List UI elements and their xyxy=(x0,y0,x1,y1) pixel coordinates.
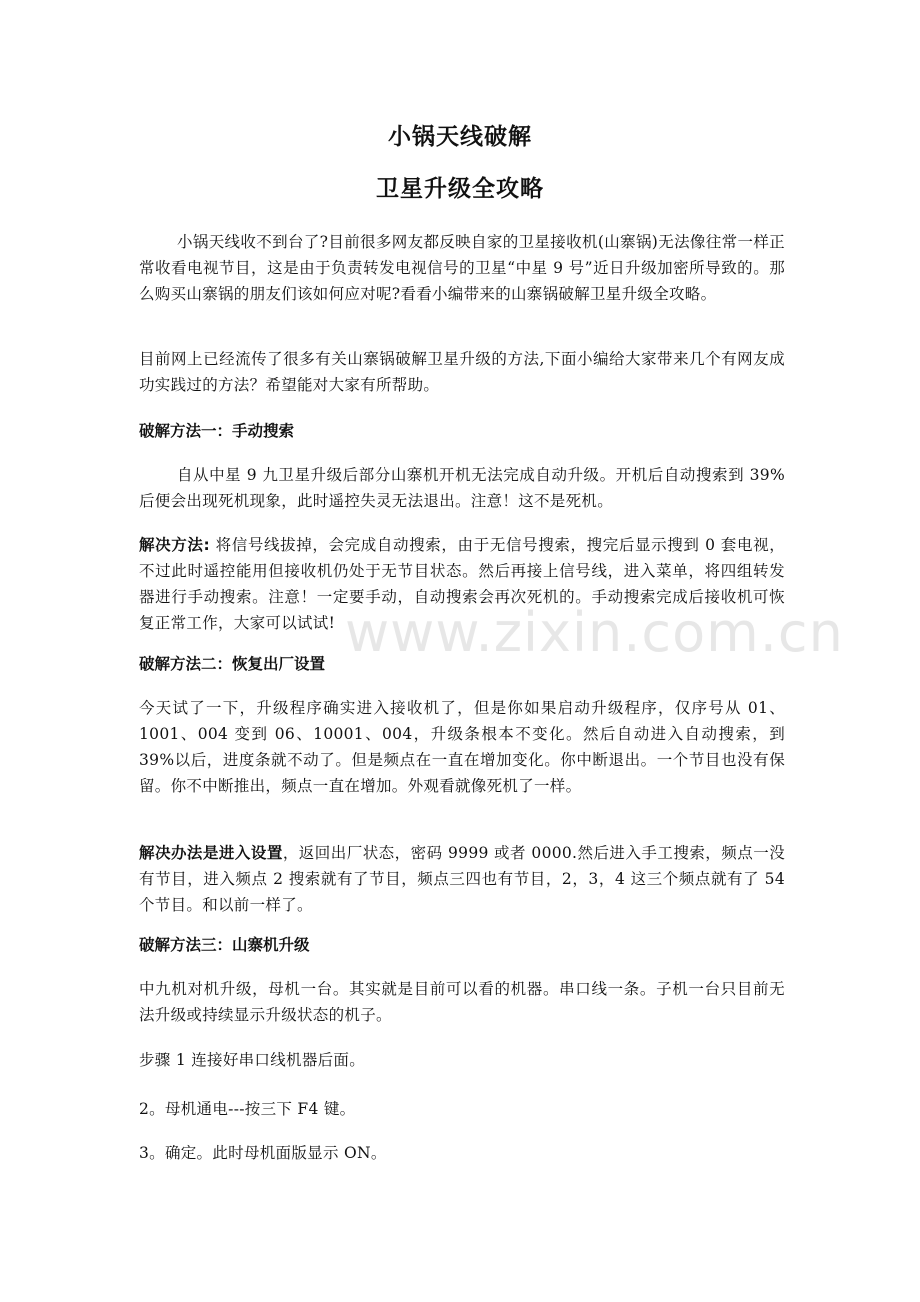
method2-solution-lead: 解决办法是进入设置 xyxy=(139,844,283,862)
method1-heading: 破解方法一：手动搜索 xyxy=(139,422,295,440)
method3-heading: 破解方法三：山寨机升级 xyxy=(139,936,310,954)
intro-paragraph-2: 目前网上已经流传了很多有关山寨锅破解卫星升级的方法,下面小编给大家带来几个有网友成功实践过的方法？希望能对大家有所帮助。 xyxy=(139,350,785,394)
title-line-2: 卫星升级全攻略 xyxy=(376,176,544,202)
method2-solution xyxy=(139,840,785,918)
method2-heading: 破解方法二：恢复出厂设置 xyxy=(139,655,326,673)
step-2: 2。母机通电---按三下 F4 键。 xyxy=(139,1100,356,1118)
method2-solution-text: ，返回出厂状态，密码 9999 或者 0000.然后进入手工搜索，频点一没有节目，进入频点 2 搜索就有了节目，频点三四也有节目，2，3，4 这三个频点就有了 54 个节目。和以前一样了。 xyxy=(139,844,786,914)
method1-solution xyxy=(139,532,785,636)
method1-solution-text: 将信号线拔掉，会完成自动搜索，由于无信号搜索，搜完后显示搜到 0 套电视，不过此时遥控能用但接收机仍处于无节目状态。然后再接上信号线，进入菜单，将四组转发器进行手动搜索。注意！一定要手动，自动搜索会再次死机的。手动搜索完成后接收机可恢复正常工作，大家可以试试! xyxy=(139,536,786,632)
method2-paragraph: 今天试了一下，升级程序确实进入接收机了，但是你如果启动升级程序，仅序号从 01、1001、004 变到 06、10001、004，升级条根本不变化。然后自动进入自动搜索，到 39%以后，进度条就不动了。但是频点在一直在增加变化。你中断退出。一个节目也没有保留。你不中断推出，频点一直在增加。外观看就像死机了一样。 xyxy=(139,699,785,795)
watermark: www.zixin.com.cn xyxy=(345,601,844,664)
title-line-1: 小锅天线破解 xyxy=(388,124,532,150)
step-3: 3。确定。此时母机面版显示 ON。 xyxy=(139,1144,387,1162)
intro-paragraph-1: 小锅天线收不到台了?目前很多网友都反映自家的卫星接收机(山寨锅)无法像往常一样正常收看电视节目，这是由于负责转发电视信号的卫星“中星 9 号”近日升级加密所导致的。那么购买山寨锅的朋友们该如何应对呢?看看小编带来的山寨锅破解卫星升级全攻略。 xyxy=(139,233,785,303)
method1-paragraph: 自从中星 9 九卫星升级后部分山寨机开机无法完成自动升级。开机后自动搜索到 39%后便会出现死机现象，此时遥控失灵无法退出。注意！这不是死机。 xyxy=(139,466,785,510)
step-1: 步骤 1 连接好串口线机器后面。 xyxy=(139,1051,366,1069)
method1-solution-lead: 解决方法: xyxy=(139,536,211,554)
method3-paragraph: 中九机对机升级，母机一台。其实就是目前可以看的机器。串口线一条。子机一台只目前无法升级或持续显示升级状态的机子。 xyxy=(139,980,785,1024)
